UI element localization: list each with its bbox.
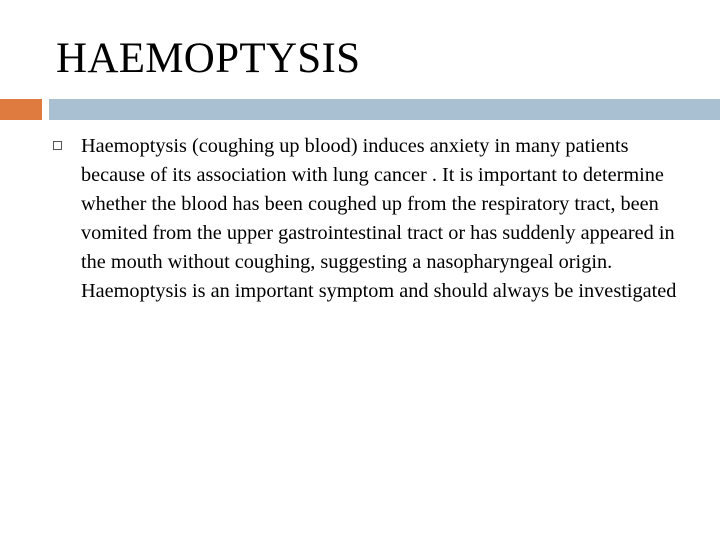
square-bullet-icon	[53, 141, 62, 150]
bullet-text: Haemoptysis (coughing up blood) induces anxiety in many patients because of its association with lung cancer . It is important to determine whether the blood has been coughed up from the respiratory tract, been vomited from the upper gastrointestinal tract or has suddenly appeared in the mouth without coughing, suggesting a nasopharyngeal origin. Haemoptysis is an important symptom and should always be investigated	[81, 135, 677, 302]
title-accent-bar	[0, 99, 42, 120]
title-rule-bar	[49, 99, 720, 120]
slide-title: HAEMOPTYSIS	[56, 35, 361, 82]
